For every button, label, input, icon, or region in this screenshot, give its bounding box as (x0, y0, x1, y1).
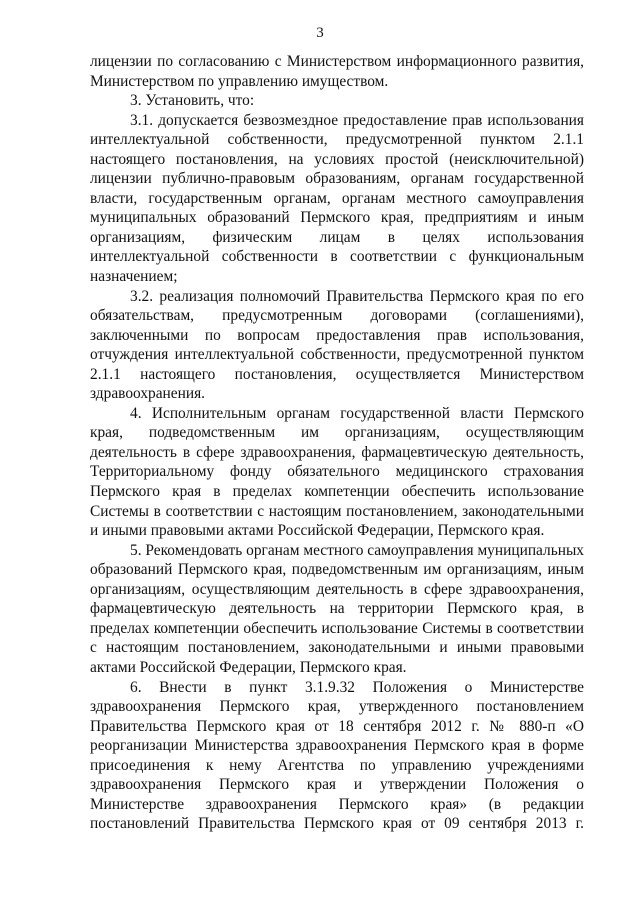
paragraph-license-continuation: лицензии по согласованию с Министерством информационного развития, Министерством по управлению имуществом. (90, 53, 584, 90)
paragraph-item-3-1: 3.1. допускается безвозмездное предоставление прав использования интеллектуальной собственности, предусмотренной пунктом 2.1.1 настоящего постановления, на условиях простой (неисключительной) лицензии публично-правовым образованиям, органам государственной власти, государственным органам, органам местного самоуправления муниципальных образований Пермского края, предприятиям и иным организациям, физическим лицам в целях использования интеллектуальной собственности в соответствии с функциональным назначением; (90, 111, 584, 286)
paragraph-item-3: 3. Установить, что: (130, 92, 255, 110)
paragraph-item-5: 5. Рекомендовать органам местного самоуправления муниципальных образований Пермского края, подведомственным им организациям, иным организациям, осуществляющим деятельность в сфере здравоохранения, фармацевтическую деятельность на территории Пермского края, в пределах компетенции обеспечить использование Системы в соответствии с настоящим постановлением, законодательными и иными правовыми актами Российской Федерации, Пермского края. (90, 541, 584, 676)
paragraph-item-6: 6. Внести в пункт 3.1.9.32 Положения о Министерстве здравоохранения Пермского края, утвержденного постановлением Правительства Пермского края от 18 сентября 2012 г. № 880-п «О реорганизации Министерства здравоохранения Пермского края в форме присоединения к нему Агентства по управлению учреждениями здравоохранения Пермского края и утверждении Положения о Министерстве здравоохранения Пермского края» (в редакции постановлений Правительства Пермского края от 09 сентября 2013 г. (90, 678, 584, 833)
document-body (90, 52, 584, 834)
page-number: 3 (316, 25, 324, 41)
paragraph-item-3-2: 3.2. реализация полномочий Правительства Пермского края по его обязательствам, предусмотренным договорами (соглашениями), заключенными по вопросам предоставления прав использования, отчуждения интеллектуальной собственности, предусмотренной пунктом 2.1.1 настоящего постановления, осуществляется Министерством здравоохранения. (90, 287, 584, 403)
paragraph-item-4: 4. Исполнительным органам государственной власти Пермского края, подведомственным им организациям, осуществляющим деятельность в сфере здравоохранения, фармацевтическую деятельность, Территориальному фонду обязательного медицинского страхования Пермского края в пределах компетенции обеспечить использование Системы в соответствии с настоящим постановлением, законодательными и иными правовыми актами Российской Федерации, Пермского края. (90, 404, 584, 540)
